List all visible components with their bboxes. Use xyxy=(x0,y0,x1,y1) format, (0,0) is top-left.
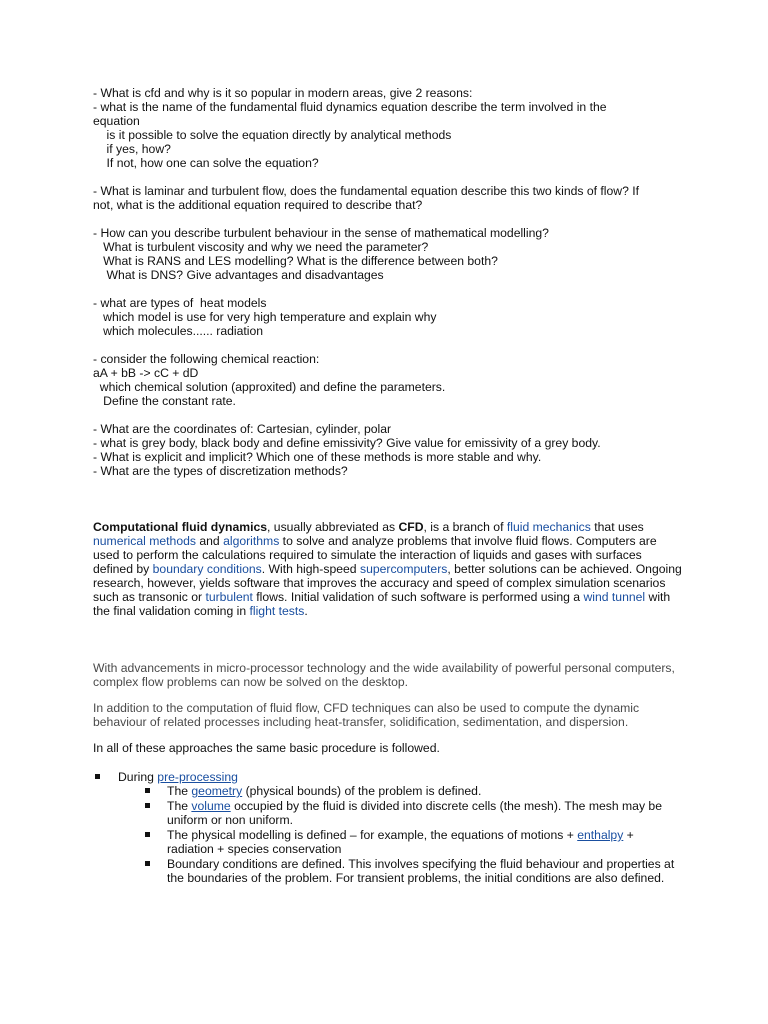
spacer xyxy=(93,729,683,741)
link-volume[interactable]: volume xyxy=(191,799,231,813)
list-item-text: The xyxy=(167,799,192,813)
list-item-text: Boundary conditions are defined. This involves specifying the fluid behaviour and properties at the boundaries of the problem. For transient problems, the initial conditions are also defined. xyxy=(167,857,675,885)
question-line: which molecules...... radiation xyxy=(93,324,264,338)
blank-line xyxy=(93,338,683,352)
question-line: which model is use for very high temperature and explain why xyxy=(93,310,437,324)
spacer xyxy=(93,478,683,520)
cfd-text: . xyxy=(304,604,308,618)
question-line: - What are the types of discretization methods? xyxy=(93,464,348,478)
questions-block xyxy=(93,86,683,478)
blank-line xyxy=(93,212,683,226)
procedure-list xyxy=(93,770,683,885)
question-line: Define the constant rate. xyxy=(93,394,236,408)
question-line: - what are types of heat models xyxy=(93,296,267,310)
sub-list xyxy=(143,784,683,885)
link-wind-tunnel[interactable]: wind tunnel xyxy=(583,590,646,604)
cfd-text: flows. Initial validation of such software is performed using a xyxy=(252,590,584,604)
blank-line xyxy=(93,282,683,296)
link-supercomputers[interactable]: supercomputers xyxy=(359,562,448,576)
cfd-text: , usually abbreviated as xyxy=(267,520,399,534)
question-line: aA + bB -> cC + dD xyxy=(93,366,199,380)
square-bullet-icon xyxy=(145,832,150,837)
cfd-text: to solve and analyze problems that involve fluid flows. Computers are used to perform the calculations required to simulate the interaction of liquids and gases with surfaces defined by xyxy=(93,534,657,576)
question-line: not, what is the additional equation required to describe that? xyxy=(93,198,423,212)
spacer xyxy=(93,689,683,701)
spacer xyxy=(93,755,683,770)
question-line: if yes, how? xyxy=(93,142,171,156)
list-item-text: During xyxy=(118,770,158,784)
cfd-text: . With high-speed xyxy=(261,562,360,576)
list-item-text: + radiation + species conservation xyxy=(167,828,634,856)
link-flight-tests[interactable]: flight tests xyxy=(249,604,305,618)
question-line: - What is cfd and why is it so popular in modern areas, give 2 reasons: xyxy=(93,86,473,100)
link-turbulent[interactable]: turbulent xyxy=(205,590,253,604)
cfd-text: and xyxy=(195,534,224,548)
document-page xyxy=(93,86,683,886)
sub-list-item xyxy=(143,857,683,885)
addition-paragraph: In addition to the computation of fluid flow, CFD techniques can also be used to compute the dynamic behaviour of related processes including heat-transfer, solidification, sedimentation, and dispersion. xyxy=(93,701,640,729)
question-line: What is DNS? Give advantages and disadvantages xyxy=(93,268,384,282)
procedure-paragraph: In all of these approaches the same basic procedure is followed. xyxy=(93,741,440,755)
link-geometry[interactable]: geometry xyxy=(191,784,243,798)
square-bullet-icon xyxy=(95,774,100,779)
cfd-text: , better solutions can be achieved. Ongoing research, however, yields software that improves the accuracy and speed of complex simulation scenarios such as transonic or xyxy=(93,562,682,604)
blank-line xyxy=(93,408,683,422)
list-item-text: (physical bounds) of the problem is defined. xyxy=(242,784,482,798)
link-enthalpy[interactable]: enthalpy xyxy=(577,828,624,842)
cfd-text: that uses xyxy=(590,520,644,534)
list-item-text: The physical modelling is defined – for example, the equations of motions + xyxy=(167,828,578,842)
list-item xyxy=(93,770,683,885)
square-bullet-icon xyxy=(145,803,150,808)
cfd-term: Computational fluid dynamics xyxy=(93,520,268,534)
link-fluid-mechanics[interactable]: fluid mechanics xyxy=(506,520,591,534)
link-numerical-methods[interactable]: numerical methods xyxy=(93,534,196,548)
question-line: What is turbulent viscosity and why we need the parameter? xyxy=(93,240,429,254)
question-line: If not, how one can solve the equation? xyxy=(93,156,319,170)
cfd-text: , is a branch of xyxy=(423,520,507,534)
sub-list-item xyxy=(143,828,683,856)
question-line: equation xyxy=(93,114,140,128)
link-boundary-conditions[interactable]: boundary conditions xyxy=(152,562,262,576)
question-line: - what is the name of the fundamental fluid dynamics equation describe the term involved in the xyxy=(93,100,607,114)
list-item-text: occupied by the fluid is divided into discrete cells (the mesh). The mesh may be uniform or non uniform. xyxy=(167,799,662,827)
question-line: - what is grey body, black body and define emissivity? Give value for emissivity of a grey body. xyxy=(93,436,601,450)
question-line: - What are the coordinates of: Cartesian, cylinder, polar xyxy=(93,422,392,436)
link-algorithms[interactable]: algorithms xyxy=(223,534,280,548)
link-pre-processing[interactable]: pre-processing xyxy=(157,770,238,784)
blank-line xyxy=(93,170,683,184)
sub-list-item xyxy=(143,784,683,798)
question-line: which chemical solution (approxited) and define the parameters. xyxy=(93,380,446,394)
cfd-abbr: CFD xyxy=(398,520,424,534)
spacer xyxy=(93,618,683,661)
list-item-text: The xyxy=(167,784,192,798)
square-bullet-icon xyxy=(145,788,150,793)
question-line: - How can you describe turbulent behaviour in the sense of mathematical modelling? xyxy=(93,226,549,240)
cfd-definition-paragraph xyxy=(93,520,683,618)
sub-list-item xyxy=(143,799,683,827)
question-line: - consider the following chemical reaction: xyxy=(93,352,320,366)
question-line: is it possible to solve the equation directly by analytical methods xyxy=(93,128,452,142)
square-bullet-icon xyxy=(145,861,150,866)
question-line: - What is explicit and implicit? Which one of these methods is more stable and why. xyxy=(93,450,542,464)
microprocessor-paragraph: With advancements in micro-processor technology and the wide availability of powerful personal computers, complex flow problems can now be solved on the desktop. xyxy=(93,661,675,689)
question-line: What is RANS and LES modelling? What is the difference between both? xyxy=(93,254,498,268)
question-line: - What is laminar and turbulent flow, does the fundamental equation describe this two kinds of flow? If xyxy=(93,184,640,198)
cfd-text: with the final validation coming in xyxy=(93,590,671,618)
